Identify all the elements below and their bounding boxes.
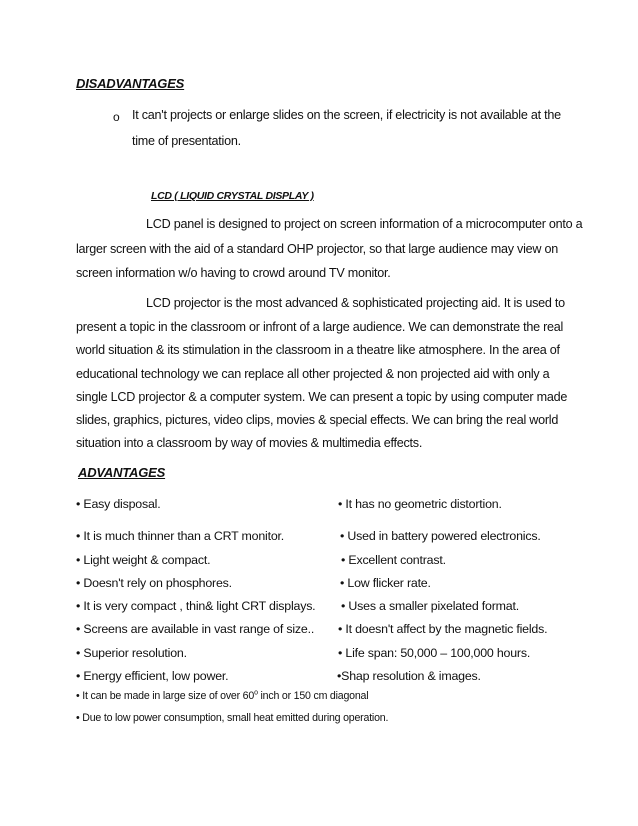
paragraph-line: present a topic in the classroom or infront of a large audience. We can demonstrate the real [76, 320, 564, 334]
paragraph-line: educational technology we can replace all other projected & non projected aid with only a [76, 367, 550, 381]
advantage-item-low-power: • Due to low power consumption, small heat emitted during operation. [76, 712, 389, 724]
paragraph-line: single LCD projector & a computer system. We can present a topic by using computer made [76, 390, 568, 404]
degree-superscript: o [254, 689, 258, 697]
advantage-item: • Doesn't rely on phosphores. [76, 576, 232, 590]
advantage-item: • Screens are available in vast range of size.. [76, 622, 315, 636]
advantage-item: • Used in battery powered electronics. [340, 529, 541, 543]
advantage-item: • Superior resolution. [76, 646, 187, 660]
list-bullet-marker: o [113, 110, 120, 124]
advantage-item: • Excellent contrast. [341, 553, 446, 567]
advantage-text: • It can be made in large size of over 60 [76, 690, 255, 702]
advantage-item-large-size [76, 690, 368, 702]
advantage-item: • Low flicker rate. [340, 576, 431, 590]
disadvantage-line-1: It can't projects or enlarge slides on the screen, if electricity is not available at the [132, 108, 561, 122]
paragraph-line: LCD panel is designed to project on screen information of a microcomputer onto a [146, 217, 583, 231]
lcd-heading: LCD ( LIQUID CRYSTAL DISPLAY ) [151, 190, 314, 202]
disadvantages-heading: DISADVANTAGES [76, 76, 185, 91]
advantage-item: • Light weight & compact. [76, 553, 211, 567]
advantage-item: • Uses a smaller pixelated format. [341, 599, 519, 613]
paragraph-line: LCD projector is the most advanced & sophisticated projecting aid. It is used to [146, 296, 565, 310]
advantage-item: • Easy disposal. [76, 497, 161, 511]
paragraph-line: screen information w/o having to crowd around TV monitor. [76, 266, 391, 280]
paragraph-line: larger screen with the aid of a standard OHP projector, so that large audience may view on [76, 242, 558, 256]
advantage-item: • Energy efficient, low power. [76, 669, 229, 683]
paragraph-line: slides, graphics, pictures, video clips, movies & special effects. We can bring the real world [76, 413, 559, 427]
advantage-item: • It has no geometric distortion. [338, 497, 502, 511]
advantage-text: inch or 150 cm diagonal [257, 690, 369, 702]
disadvantage-line-2: time of presentation. [132, 134, 241, 148]
advantage-item: • It doesn't affect by the magnetic fields. [338, 622, 548, 636]
advantages-heading: ADVANTAGES [78, 465, 166, 480]
advantage-item: • It is very compact , thin& light CRT displays. [76, 599, 316, 613]
advantage-item: •Shap resolution & images. [337, 669, 481, 683]
paragraph-line: situation into a classroom by way of movies & multimedia effects. [76, 436, 423, 450]
advantage-item: • Life span: 50,000 – 100,000 hours. [338, 646, 531, 660]
advantage-item: • It is much thinner than a CRT monitor. [76, 529, 284, 543]
paragraph-line: world situation & its stimulation in the classroom in a theatre like atmosphere. In the area of [76, 343, 560, 357]
